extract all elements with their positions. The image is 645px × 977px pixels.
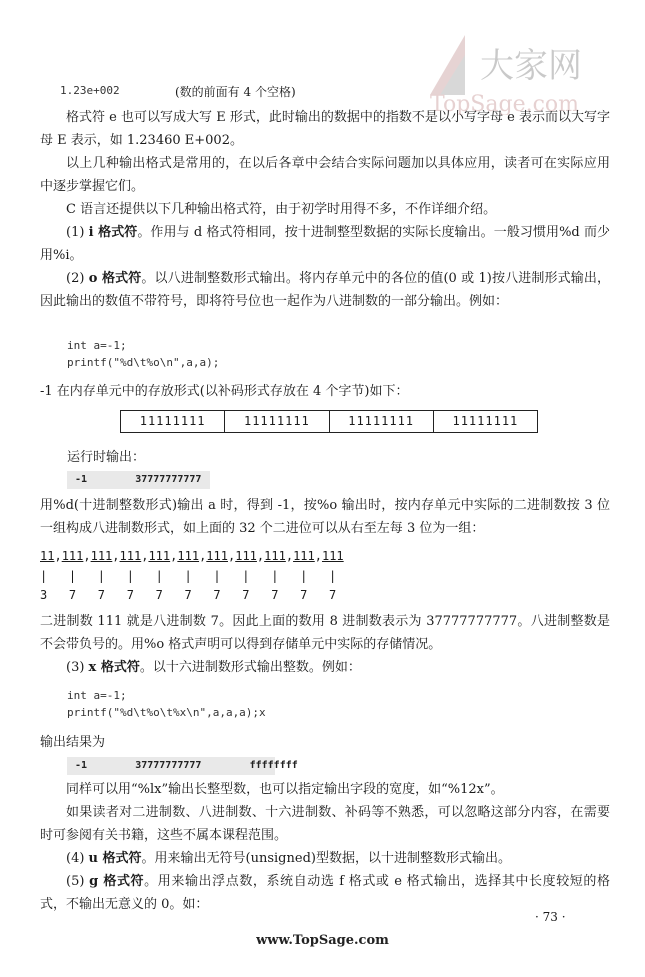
item-text: 。以十六进制数形式输出整数。例如： — [139, 660, 361, 675]
paragraph-o-format — [40, 267, 610, 313]
memory-bits-table — [120, 410, 538, 433]
example-output-note: (数的前面有 4 个空格) — [175, 85, 296, 99]
item-number: (1) — [66, 225, 89, 240]
binary-group: 111 — [206, 549, 228, 563]
item-title: o 格式符 — [88, 271, 142, 286]
result-label: 输出结果为 — [40, 735, 106, 750]
byte-cell: 11111111 — [452, 414, 519, 428]
code-line: int a=-1; — [67, 689, 127, 702]
paragraph-g-format — [40, 870, 610, 916]
paragraph-other-formats: C 语言还提供以下几种输出格式符，由于初学时用得不多，不作详细介绍。 — [66, 202, 497, 217]
binary-group: 111 — [177, 549, 200, 563]
binary-group: 111 — [148, 549, 171, 563]
paragraph-octal-grouping: 用%d(十进制整数形式)输出 a 时，得到 -1，按%o 输出时，按内存单元中实际的二进制数按 3 位一组构成八进制数形式，如上面的 32 个二进位可以从右至左每 3 位为一组： — [40, 498, 610, 536]
binary-group: 111 — [119, 549, 142, 563]
console-output-text: -1 37777777777 ffffffff — [75, 760, 298, 771]
console-output-text: -1 37777777777 — [75, 474, 202, 485]
item-title: i 格式符 — [88, 225, 138, 240]
logo-mark-icon — [420, 25, 620, 115]
paragraph-long-hex: 同样可以用“%lx”输出长整型数，也可以指定输出字段的宽度，如“%12x”。 — [66, 782, 504, 797]
code-line: int a=-1; — [67, 339, 127, 352]
example-output-value: 1.23e+002 — [60, 84, 120, 97]
binary-group: 111 — [321, 549, 344, 563]
run-output-label: 运行时输出： — [67, 450, 146, 465]
item-text: 。以八进制整数形式输出。将内存单元中的各位的值(0 或 1)按八进制形式输出，因此输出的数值不带符号，即将符号位也一起作为八进制数的一部分输出。例如： — [40, 271, 611, 309]
logo-text: 大家网 — [480, 46, 582, 86]
paragraph-common-formats: 以上几种输出格式是常用的，在以后各章中会结合实际问题加以具体应用，读者可在实际应用中逐步掌握它们。 — [40, 156, 610, 194]
binary-group: 111 — [264, 549, 286, 563]
binary-group: 111 — [61, 549, 84, 563]
page-number: · 73 · — [535, 910, 566, 924]
binary-groups: 11,111,111,111,111,111,111,111,111,111,111 — [40, 549, 344, 563]
byte-cell: 11111111 — [225, 411, 329, 432]
binary-group: 111 — [90, 549, 113, 563]
item-number: (3) — [66, 660, 89, 675]
item-title: x 格式符 — [88, 660, 140, 675]
logo-subtext: TopSage.com — [430, 92, 580, 115]
byte-cell: 11111111 — [330, 411, 434, 432]
paragraph-u-format — [40, 847, 610, 870]
byte-cell: 11111111 — [121, 411, 225, 432]
footer-url: www.TopSage.com — [256, 933, 389, 948]
binary-group: 111 — [235, 549, 257, 563]
paragraph-i-format — [40, 221, 610, 267]
octal-digits: 3 7 7 7 7 7 7 7 7 7 7 — [40, 588, 337, 602]
paragraph-uppercase-e: 格式符 e 也可以写成大写 E 形式，此时输出的数据中的指数不是以小写字母 e 表示而以大写字母 E 表示，如 1.23460 E+002。 — [40, 110, 610, 148]
item-text: 。用来输出无符号(unsigned)型数据，以十进制整数形式输出。 — [141, 851, 511, 866]
code-line: printf("%d\t%o\t%x\n",a,a,a);x — [67, 706, 266, 719]
group-pipes: | | | | | | | | | | | — [40, 569, 337, 583]
topsage-logo — [420, 25, 620, 115]
item-number: (2) — [66, 271, 89, 286]
paragraph-x-format — [40, 656, 610, 679]
item-text: 。用来输出浮点数，系统自动选 f 格式或 e 格式输出，选择其中长度较短的格式，不输出无意义的 0。如： — [40, 874, 610, 912]
paragraph-memory-form: -1 在内存单元中的存放形式(以补码形式存放在 4 个字节)如下： — [40, 384, 409, 399]
paragraph-octal-result: 二进制数 111 就是八进制数 7。因此上面的数用 8 进制数表示为 37777777777。八进制整数是不会带负号的。用%o 格式声明可以得到存储单元中实际的存储情况。 — [40, 614, 610, 652]
paragraph-skip-note: 如果读者对二进制数、八进制数、十六进制数、补码等不熟悉，可以忽略这部分内容，在需要时可参阅有关书籍，这些不属本课程范围。 — [40, 805, 610, 843]
item-title: u 格式符 — [88, 851, 142, 866]
item-text: 。作用与 d 格式符相同，按十进制整型数据的实际长度输出。一般习惯用%d 而少用%i。 — [40, 225, 611, 263]
item-title: g 格式符 — [89, 874, 145, 889]
code-line: printf("%d\t%o\n",a,a); — [67, 356, 220, 369]
binary-group: 11 — [40, 549, 55, 563]
console-output — [67, 471, 210, 489]
item-number: (4) — [66, 851, 89, 866]
console-output — [67, 757, 298, 775]
binary-group: 111 — [293, 549, 315, 563]
item-number: (5) — [66, 874, 90, 889]
